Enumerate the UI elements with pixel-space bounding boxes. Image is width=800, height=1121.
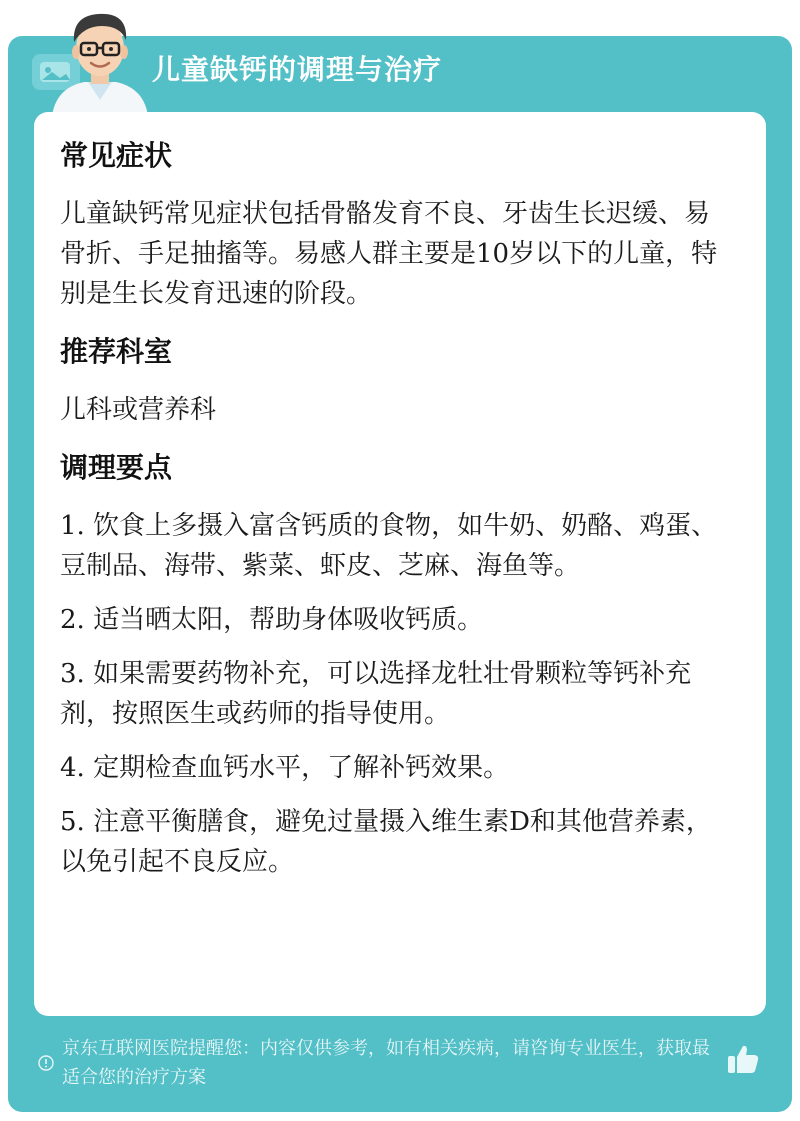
doctor-avatar <box>44 6 156 116</box>
care-point-item: 2. 适当晒太阳，帮助身体吸收钙质。 <box>60 605 484 635</box>
care-point-item: 5. 注意平衡膳食，避免过量摄入维生素D和其他营养素，以免引起不良反应。 <box>60 807 712 877</box>
section-title-care-points: 调理要点 <box>60 451 173 484</box>
section-title-symptoms: 常见症状 <box>60 139 173 172</box>
care-point-item: 4. 定期检查血钙水平，了解补钙效果。 <box>60 753 510 783</box>
article-content <box>60 132 730 882</box>
department-text: 儿科或营养科 <box>60 395 217 425</box>
page-title: 儿童缺钙的调理与治疗 <box>152 53 443 86</box>
disclaimer-text: 京东互联网医院提醒您：内容仅供参考，如有相关疾病，请咨询专业医生，获取最适合您的治疗方案 <box>62 1038 710 1088</box>
section-title-department: 推荐科室 <box>60 335 173 368</box>
symptoms-text: 儿童缺钙常见症状包括骨骼发育不良、牙齿生长迟缓、易骨折、手足抽搐等。易感人群主要是10岁以下的儿童，特别是生长发育迅速的阶段。 <box>60 199 718 309</box>
care-point-item: 1. 饮食上多摄入富含钙质的食物，如牛奶、奶酪、鸡蛋、豆制品、海带、紫菜、虾皮、芝麻、海鱼等。 <box>60 511 718 581</box>
info-icon <box>38 1055 54 1071</box>
care-point-item: 3. 如果需要药物补充，可以选择龙牡壮骨颗粒等钙补充剂，按照医生或药师的指导使用。 <box>60 659 692 729</box>
thumbs-up-icon[interactable] <box>726 1042 760 1076</box>
